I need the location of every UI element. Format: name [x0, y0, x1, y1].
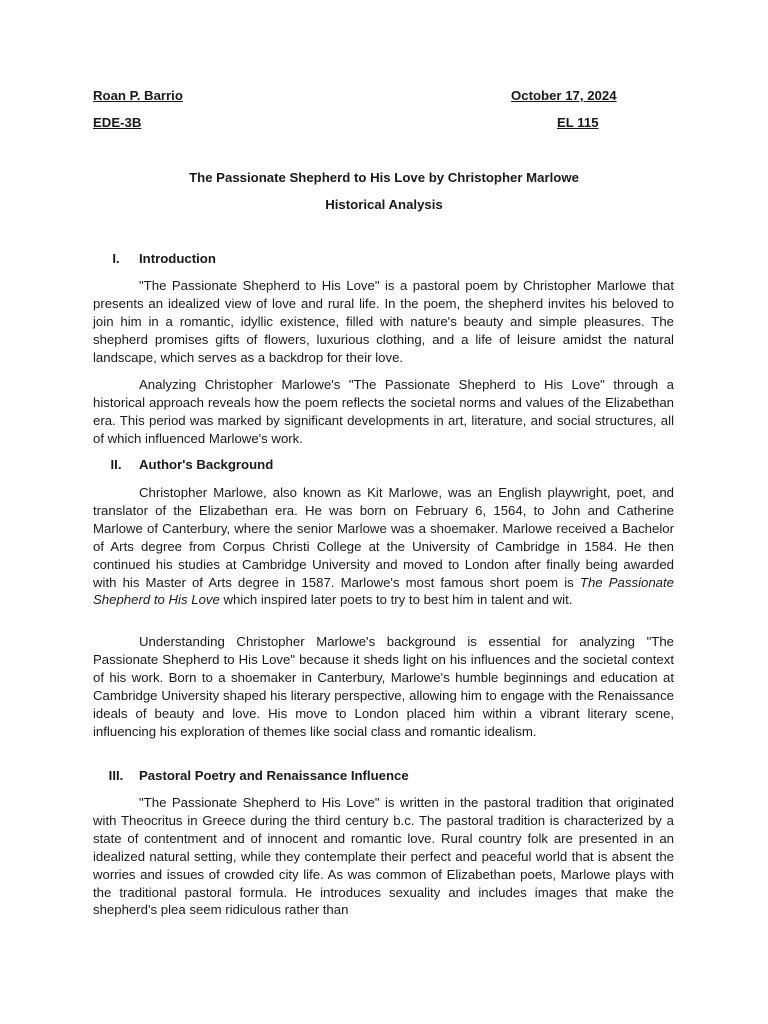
poem-title-italic: The Passionate Shepherd to His Love [93, 574, 674, 608]
section-title: Author's Background [139, 457, 274, 472]
section-numeral: III. [108, 768, 124, 783]
introduction-paragraph-1: "The Passionate Shepherd to His Love" is a pastoral poem by Christopher Marlowe that presents an idealized view of love and rural life. In the poem, the shepherd invites his beloved to join him in a romantic, idyllic existence, filled with nature's beauty and simple pleasures. The shepherd promises gifts of flowers, luxurious clothing, and a life of leisure amidst the natural landscape, which serves as a backdrop for their love. [93, 278, 674, 365]
section-title: Introduction [139, 251, 216, 266]
section-numeral: I. [112, 251, 120, 266]
introduction-paragraph-2: Analyzing Christopher Marlowe's "The Passionate Shepherd to His Love" through a historical approach reveals how the poem reflects the societal norms and values of the Elizabethan era. This period was marked by significant developments in art, literature, and social structures, all of which influenced Marlowe's work. [93, 377, 674, 446]
section-title: Pastoral Poetry and Renaissance Influence [139, 768, 409, 783]
section-heading-pastoral-poetry [93, 768, 409, 783]
background-paragraph-2: Understanding Christopher Marlowe's background is essential for analyzing "The Passionate Shepherd to His Love" because it sheds light on his influences and the societal context of his work. Born to a shoemaker in Canterbury, Marlowe's humble beginnings and education at Cambridge University shaped his literary perspective, allowing him to engage with the Renaissance ideals of beauty and love. His move to London placed him within a vibrant literary scene, influencing his exploration of themes like social class and romantic idealism. [93, 634, 674, 739]
section-heading-introduction [93, 251, 216, 266]
submission-date: October 17, 2024 [511, 88, 617, 103]
document-subtitle: Historical Analysis [325, 197, 443, 212]
section-numeral: II. [110, 457, 122, 472]
pastoral-paragraph-1: "The Passionate Shepherd to His Love" is written in the pastoral tradition that originated with Theocritus in Greece during the third century b.c. The pastoral tradition is characterized by a state of contentment and of innocent and romantic love. Rural country folk are presented in an idealized natural setting, while they contemplate their perfect and peaceful world that is absent the worries and issues of crowded city life. As was common of Elizabethan poets, Marlowe plays with the traditional pastoral formula. He introduces sexuality and includes images that make the shepherd's plea seem ridiculous rather than [93, 795, 674, 918]
background-paragraph-1 [93, 484, 674, 609]
course-code: EL 115 [557, 115, 599, 130]
background-text-start: Christopher Marlowe, also known as Kit Marlowe, was an English playwright, poet, and translator of the Elizabethan era. He was born on February 6, 1564, to John and Catherine Marlowe of Canterbury, where the senior Marlowe was a shoemaker. Marlowe received a Bachelor of Arts degree from Corpus Christi College at the University of Cambridge in 1584. He then continued his studies at Cambridge University and moved to London after finally being awarded with his Master of Arts degree in 1587. Marlowe's most famous short poem is [93, 485, 674, 590]
document-title: The Passionate Shepherd to His Love by Christopher Marlowe [189, 170, 579, 185]
section-heading-authors-background [93, 457, 273, 472]
author-name: Roan P. Barrio [93, 88, 183, 103]
background-text-end: which inspired later poets to try to best him in talent and wit. [219, 592, 573, 608]
class-section: EDE-3B [93, 115, 142, 130]
